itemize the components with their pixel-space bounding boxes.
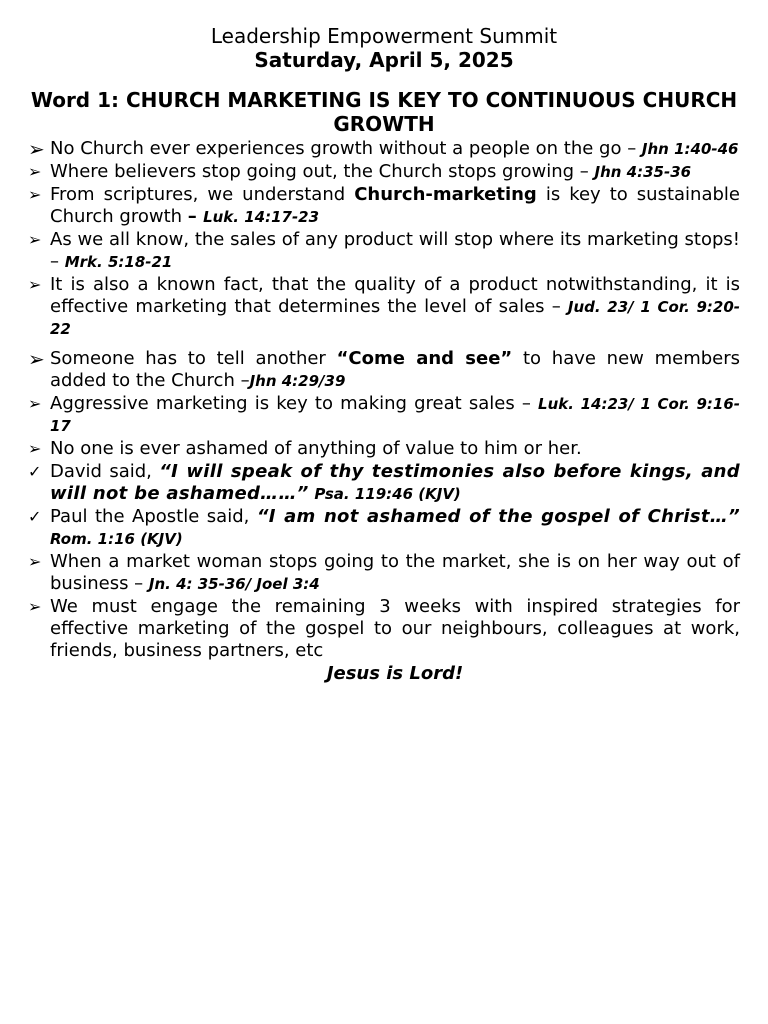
arrow-bullet-icon: ➢: [28, 394, 42, 413]
closing-line: Jesus is Lord!: [326, 663, 464, 684]
quote: “I am not ashamed of the gospel of Christ…”: [256, 506, 740, 527]
event-date: Saturday, April 5, 2025: [254, 48, 514, 72]
list-item: ✓ Paul the Apostle said, “I am not ashamed of the gospel of Christ…” Rom. 1:16 (KJV): [28, 506, 740, 548]
list-item: ➢ As we all know, the sales of any product will stop where its marketing stops! – Mrk. 5:18-21: [28, 229, 740, 272]
scripture-ref: Luk. 14:17-23: [203, 208, 320, 226]
check-bullet-icon: ✓: [28, 462, 42, 481]
list-item: ➢ From scriptures, we understand Church-marketing is key to sustainable Church growth – Luk. 14:17-23: [28, 184, 740, 227]
check-bullet-icon: ✓: [28, 507, 42, 526]
list-item: ➢ Someone has to tell another “Come and see” to have new members added to the Church –Jhn 4:29/39: [28, 347, 741, 391]
list-item: ➢ Aggressive marketing is key to making great sales – Luk. 14:23/ 1 Cor. 9:16-17: [28, 393, 740, 435]
list-item: ➢ It is also a known fact, that the quality of a product notwithstanding, it is effective marketing that determines the level of sales – Jud. 23/ 1 Cor. 9:20-22: [28, 274, 740, 338]
list-item: ➢ No Church ever experiences growth without a people on the go – Jhn 1:40-46: [28, 137, 739, 161]
arrow-bullet-icon: ➢: [28, 439, 42, 458]
arrow-bullet-icon: ➢: [28, 230, 42, 249]
list-item: ➢ No one is ever ashamed of anything of value to him or her.: [28, 438, 582, 459]
arrow-bullet-icon: ➢: [28, 162, 42, 181]
list-item: ✓ David said, “I will speak of thy testimonies also before kings, and will not be ashamed……” Psa. 119:46 (KJV): [28, 461, 740, 504]
scripture-ref: Jhn 4:35-36: [594, 163, 692, 181]
sermon-title: Word 1: CHURCH MARKETING IS KEY TO CONTINUOUS CHURCH GROWTH: [30, 88, 738, 136]
scripture-ref: Jn. 4: 35-36/ Joel 3:4: [148, 575, 320, 593]
scripture-ref: Mrk. 5:18-21: [64, 253, 173, 271]
list-item: ➢ We must engage the remaining 3 weeks with inspired strategies for effective marketing of the gospel to our neighbours, colleagues at work, friends, business partners, etc: [28, 596, 740, 661]
scripture-ref: Jud. 23/ 1 Cor. 9:20-22: [50, 298, 740, 338]
arrow-bullet-icon: ➢: [28, 597, 42, 616]
scripture-ref: Luk. 14:23/ 1 Cor. 9:16-17: [50, 395, 740, 435]
scripture-ref: Rom. 1:16 (KJV): [50, 530, 183, 548]
quote: “I will speak of thy testimonies also before kings, and will not be ashamed……”: [50, 461, 740, 504]
event-name: Leadership Empowerment Summit: [210, 24, 558, 48]
list-item: ➢ When a market woman stops going to the market, she is on her way out of business – Jn. 4: 35-36/ Joel 3:4: [28, 551, 740, 594]
arrow-bullet-icon: ➢: [28, 137, 45, 161]
points-list: [28, 138, 740, 662]
document-page: [28, 24, 740, 685]
arrow-bullet-icon: ➢: [28, 347, 45, 371]
arrow-bullet-icon: ➢: [28, 552, 42, 571]
scripture-ref: Psa. 119:46 (KJV): [314, 485, 461, 503]
scripture-ref: Jhn 4:29/39: [249, 372, 346, 390]
list-item: ➢ Where believers stop going out, the Church stops growing – Jhn 4:35-36: [28, 161, 692, 182]
arrow-bullet-icon: ➢: [28, 275, 42, 294]
arrow-bullet-icon: ➢: [28, 185, 42, 204]
scripture-ref: Jhn 1:40-46: [641, 140, 739, 158]
